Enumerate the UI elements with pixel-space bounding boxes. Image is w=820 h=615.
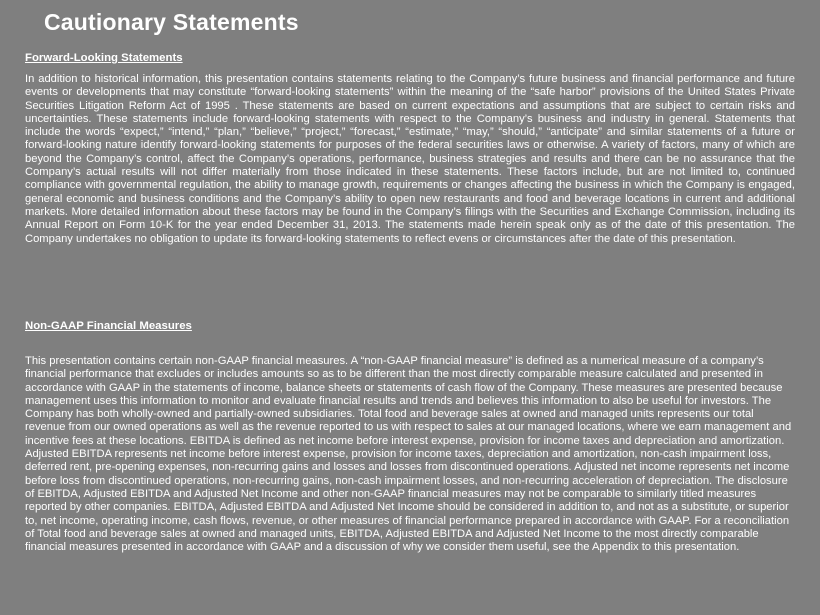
- non-gaap-heading: Non-GAAP Financial Measures: [25, 320, 192, 332]
- slide-title: Cautionary Statements: [44, 9, 299, 35]
- forward-looking-heading: Forward-Looking Statements: [25, 52, 183, 64]
- forward-looking-paragraph: In addition to historical information, this presentation contains statements relating to the Company’s future business and financial performance and future events or developments that may constitute “forward-looking statements” within the meaning of the “safe harbor” provisions of the United States Private Securities Litigation Reform Act of 1995 . These statements are based on current expectations and assumptions that are subject to certain risks and uncertainties. These statements include forward-looking statements with respect to the Company’s business and industry in general. Statements that include the words “expect,” “intend,” “plan,” “believe,” “project,” “forecast,” “estimate,” “may,” “should,” “anticipate” and similar statements of a future or forward-looking nature identify forward-looking statements for purposes of the federal securities laws or otherwise. A variety of factors, many of which are beyond the Company’s control, affect the Company’s operations, performance, business strategies and results and there can be no assurance that the Company’s actual results will not differ materially from those indicated in these statements. These factors include, but are not limited to, continued compliance with governmental regulation, the ability to manage growth, requirements or changes affecting the business in which the Company is engaged, general economic and business conditions and the Company’s ability to open new restaurants and food and beverage locations in current and additional markets. More detailed information about these factors may be found in the Company’s filings with the Securities and Exchange Commission, including its Annual Report on Form 10-K for the year ended December 31, 2013. The statements made herein speak only as of the date of this presentation. The Company undertakes no obligation to update its forward-looking statements to reflect evens or circumstances after the date of this presentation.: [25, 73, 795, 245]
- non-gaap-paragraph: This presentation contains certain non-GAAP financial measures. A “non-GAAP financial measure” is defined as a numerical measure of a company’s financial performance that excludes or includes amounts so as to be different than the most directly comparable measure calculated and presented in accordance with GAAP in the statements of income, balance sheets or statements of cash flow of the Company. These measures are presented because management uses this information to monitor and evaluate financial results and trends and believes this information to also be useful for investors. The Company has both wholly-owned and partially-owned subsidiaries. Total food and beverage sales at owned and managed units represents our total revenue from our owned operations as well as the revenue reported to us with respect to sales at our managed locations, where we earn management and incentive fees at these locations. EBITDA is defined as net income before interest expense, provision for income taxes and depreciation and amortization. Adjusted EBITDA represents net income before interest expense, provision for income taxes, depreciation and amortization, non-cash impairment loss, deferred rent, pre-opening expenses, non-recurring gains and losses and losses from discontinued operations. Adjusted net income represents net income before loss from discontinued operations, non-recurring gains, non-cash impairment losses, and non-recurring acceleration of depreciation. The disclosure of EBITDA, Adjusted EBITDA and Adjusted Net Income and other non-GAAP financial measures may not be comparable to similarly titled measures reported by other companies. EBITDA, Adjusted EBITDA and Adjusted Net Income should be considered in addition to, and not as a substitute, or superior to, net income, operating income, cash flows, revenue, or other measures of financial performance prepared in accordance with GAAP. For a reconciliation of Total food and beverage sales at owned and managed units, EBITDA, Adjusted EBITDA and Adjusted Net Income to the most directly comparable financial measures presented in accordance with GAAP and a discussion of why we consider them useful, see the Appendix to this presentation.: [25, 355, 792, 554]
